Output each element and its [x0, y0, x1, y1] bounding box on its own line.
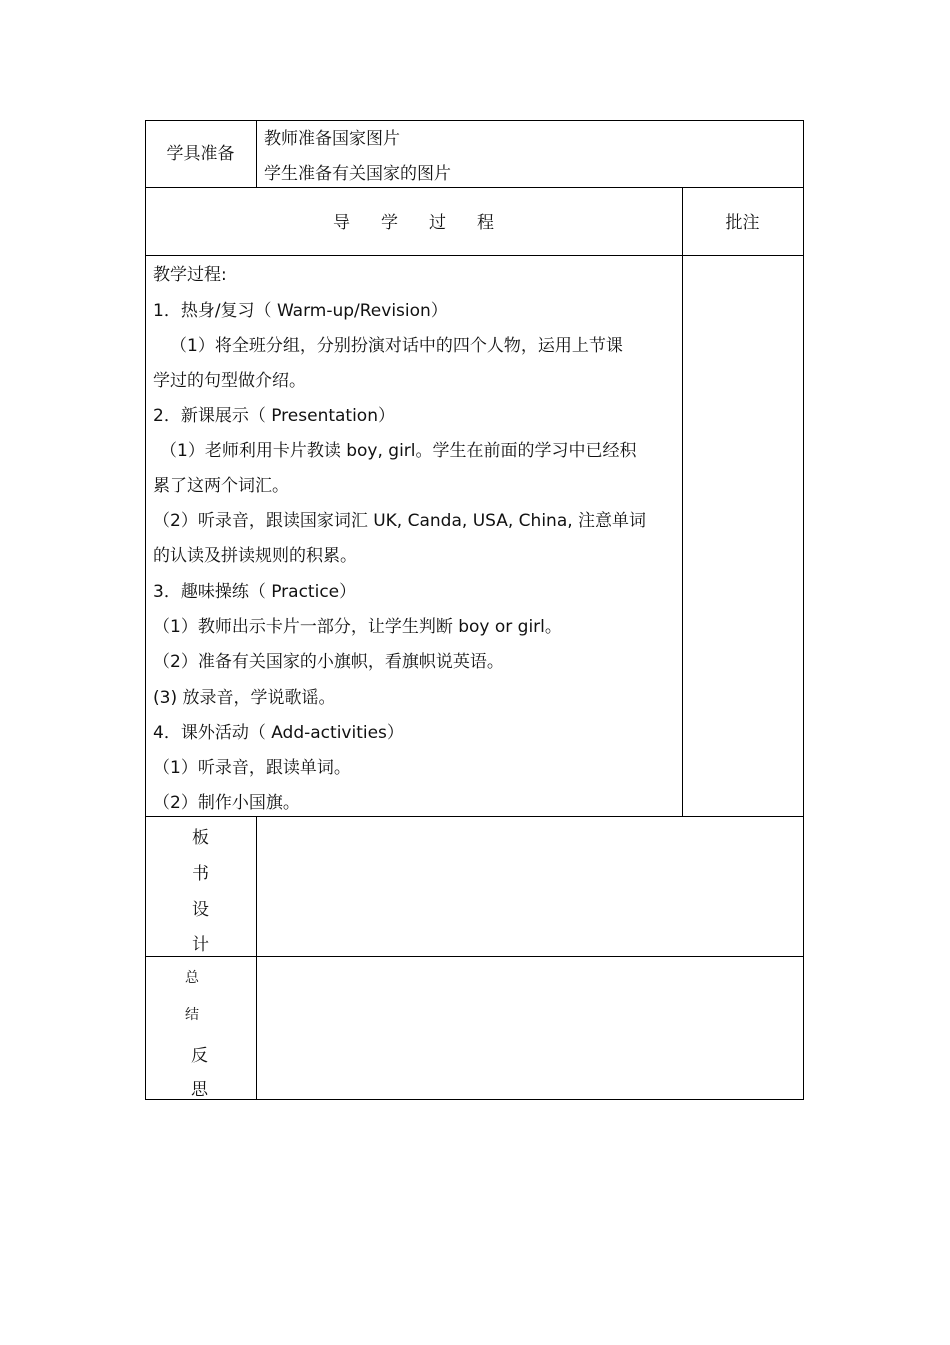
- process-line-11: （1）教师出示卡片一部分，让学生判断 boy or girl。: [153, 617, 562, 637]
- process-line-12: （2）准备有关国家的小旗帜，看旗帜说英语。: [153, 652, 504, 672]
- reflection-char-3: 反: [191, 1046, 208, 1066]
- notes-header: 批注: [725, 213, 760, 233]
- process-line-15: （1）听录音，跟读单词。: [153, 758, 351, 778]
- process-line-6: （1）老师利用卡片教读 boy, girl。学生在前面的学习中已经积: [160, 441, 637, 461]
- process-line-5: 2．新课展示（ Presentation）: [153, 406, 395, 426]
- reflection-char-2: 结: [185, 1007, 199, 1023]
- guide-char-2: 学: [381, 213, 398, 233]
- table-border-right: [803, 120, 804, 1100]
- process-line-16: （2）制作小国旗。: [153, 793, 300, 813]
- row-divider-3: [145, 816, 804, 817]
- table-border-bottom: [145, 1099, 804, 1100]
- materials-divider: [256, 120, 257, 187]
- guide-char-3: 过: [429, 213, 446, 233]
- materials-line-1: 教师准备国家图片: [264, 129, 400, 149]
- process-line-10: 3．趣味操练（ Practice）: [153, 582, 357, 602]
- process-line-1: 教学过程:: [153, 265, 227, 285]
- board-char-2: 书: [192, 864, 209, 884]
- board-char-3: 设: [192, 900, 209, 920]
- materials-label: 学具准备: [166, 144, 235, 164]
- row-divider-1: [145, 187, 804, 188]
- reflection-char-1: 总: [185, 970, 199, 986]
- reflection-char-4: 思: [191, 1080, 208, 1100]
- notes-divider: [682, 187, 683, 816]
- row-divider-2: [145, 255, 804, 256]
- process-line-8: （2）听录音，跟读国家词汇 UK, Canda, USA, China, 注意单词: [153, 511, 647, 531]
- materials-line-2: 学生准备有关国家的图片: [264, 164, 451, 184]
- process-line-3: （1）将全班分组，分别扮演对话中的四个人物，运用上节课: [170, 336, 623, 356]
- process-line-9: 的认读及拼读规则的积累。: [153, 546, 357, 566]
- process-line-7: 累了这两个词汇。: [153, 476, 289, 496]
- board-divider: [256, 816, 257, 1099]
- guide-char-4: 程: [477, 213, 494, 233]
- process-line-4: 学过的句型做介绍。: [153, 371, 306, 391]
- process-line-13: (3) 放录音，学说歌谣。: [153, 688, 336, 708]
- table-border-top: [145, 120, 804, 121]
- board-char-1: 板: [192, 828, 209, 848]
- row-divider-4: [145, 956, 804, 957]
- guide-char-1: 导: [333, 213, 350, 233]
- board-char-4: 计: [192, 935, 209, 955]
- process-line-2: 1．热身/复习（ Warm-up/Revision）: [153, 301, 448, 321]
- process-line-14: 4．课外活动（ Add-activities）: [153, 723, 404, 743]
